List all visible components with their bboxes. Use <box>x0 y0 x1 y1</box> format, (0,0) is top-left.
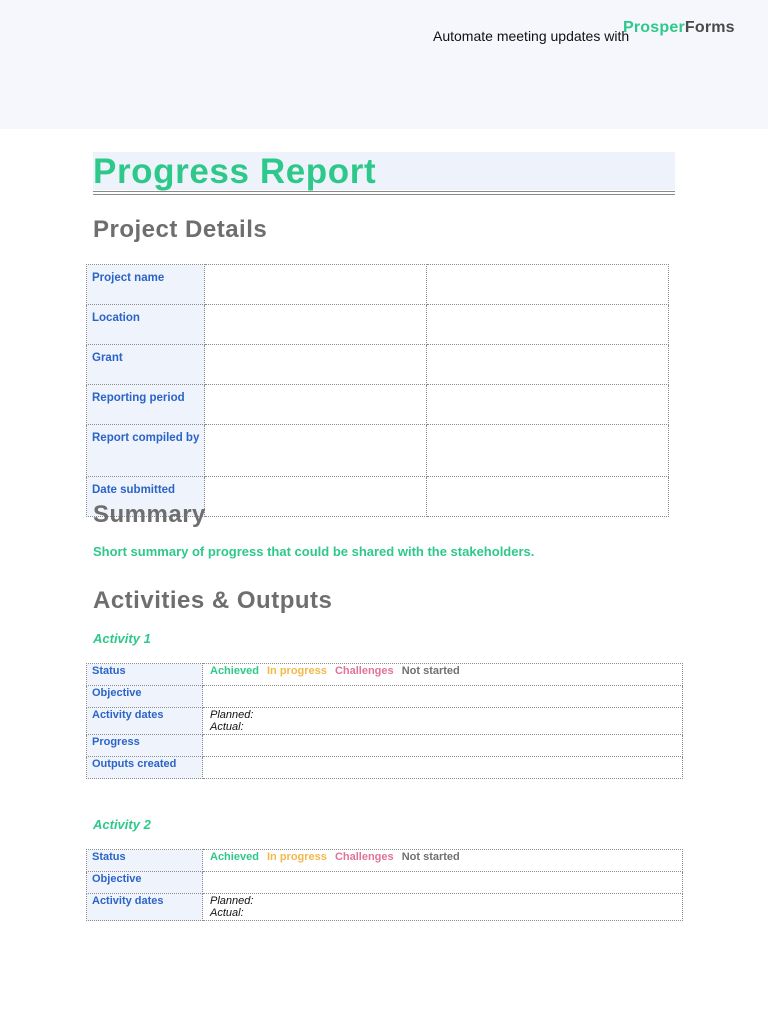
row-label-report-compiled-by: Report compiled by <box>87 425 205 477</box>
table-row <box>87 305 669 345</box>
summary-text: Short summary of progress that could be shared with the stakeholders. <box>93 544 535 559</box>
status-not-started[interactable]: Not started <box>401 665 460 677</box>
table-row <box>87 757 683 779</box>
activity-dates-cell[interactable] <box>203 708 683 735</box>
grant-cell-1[interactable] <box>205 345 427 385</box>
outputs-created-cell[interactable] <box>203 757 683 779</box>
project-name-cell-2[interactable] <box>427 265 669 305</box>
activity-dates-label: Activity dates <box>87 708 203 735</box>
objective-label: Objective <box>87 872 203 894</box>
objective-cell[interactable] <box>203 872 683 894</box>
grant-cell-2[interactable] <box>427 345 669 385</box>
location-cell-2[interactable] <box>427 305 669 345</box>
table-row <box>87 735 683 757</box>
outputs-created-label: Outputs created <box>87 757 203 779</box>
status-options <box>203 850 683 872</box>
table-row <box>87 664 683 686</box>
activity-dates-cell[interactable] <box>203 894 683 921</box>
status-achieved[interactable]: Achieved <box>210 665 259 677</box>
table-row <box>87 894 683 921</box>
prosperforms-logo[interactable] <box>623 19 735 37</box>
row-label-reporting-period: Reporting period <box>87 385 205 425</box>
status-options <box>203 664 683 686</box>
status-challenges[interactable]: Challenges <box>334 665 394 677</box>
activity-1-table <box>86 663 683 779</box>
report-compiled-by-cell-1[interactable] <box>205 425 427 477</box>
summary-heading: Summary <box>93 501 206 528</box>
status-in-progress[interactable]: In progress <box>266 851 327 863</box>
status-label: Status <box>87 850 203 872</box>
activity-2-heading: Activity 2 <box>93 817 151 832</box>
banner-text: Automate meeting updates with <box>433 28 630 44</box>
table-row <box>87 265 669 305</box>
reporting-period-cell-2[interactable] <box>427 385 669 425</box>
objective-cell[interactable] <box>203 686 683 708</box>
table-row <box>87 425 669 477</box>
project-details-heading: Project Details <box>93 216 268 243</box>
logo-part-forms: Forms <box>684 19 735 36</box>
row-label-grant: Grant <box>87 345 205 385</box>
table-row <box>87 708 683 735</box>
report-compiled-by-cell-2[interactable] <box>427 425 669 477</box>
planned-label: Planned: <box>210 895 254 907</box>
table-row <box>87 385 669 425</box>
project-name-cell-1[interactable] <box>205 265 427 305</box>
project-details-table <box>86 264 669 517</box>
title-underline <box>93 191 675 192</box>
progress-cell[interactable] <box>203 735 683 757</box>
status-achieved[interactable]: Achieved <box>210 851 259 863</box>
status-not-started[interactable]: Not started <box>401 851 460 863</box>
activity-dates-label: Activity dates <box>87 894 203 921</box>
location-cell-1[interactable] <box>205 305 427 345</box>
row-label-location: Location <box>87 305 205 345</box>
reporting-period-cell-1[interactable] <box>205 385 427 425</box>
activity-1-heading: Activity 1 <box>93 631 151 646</box>
planned-label: Planned: <box>210 709 254 721</box>
status-in-progress[interactable]: In progress <box>266 665 327 677</box>
date-submitted-cell-2[interactable] <box>427 477 669 517</box>
status-challenges[interactable]: Challenges <box>334 851 394 863</box>
date-submitted-cell-1[interactable] <box>205 477 427 517</box>
table-row <box>87 850 683 872</box>
table-row <box>87 345 669 385</box>
objective-label: Objective <box>87 686 203 708</box>
table-row <box>87 686 683 708</box>
title-underline-second <box>93 194 675 195</box>
progress-label: Progress <box>87 735 203 757</box>
activities-heading: Activities & Outputs <box>93 587 333 614</box>
logo-part-prosper: Prosper <box>623 19 685 36</box>
page-title: Progress Report <box>93 152 377 191</box>
table-row <box>87 872 683 894</box>
row-label-project-name: Project name <box>87 265 205 305</box>
status-label: Status <box>87 664 203 686</box>
activity-2-table <box>86 849 683 921</box>
row-label-date-submitted: Date submitted <box>87 477 205 517</box>
actual-label: Actual: <box>210 907 244 919</box>
actual-label: Actual: <box>210 721 244 733</box>
